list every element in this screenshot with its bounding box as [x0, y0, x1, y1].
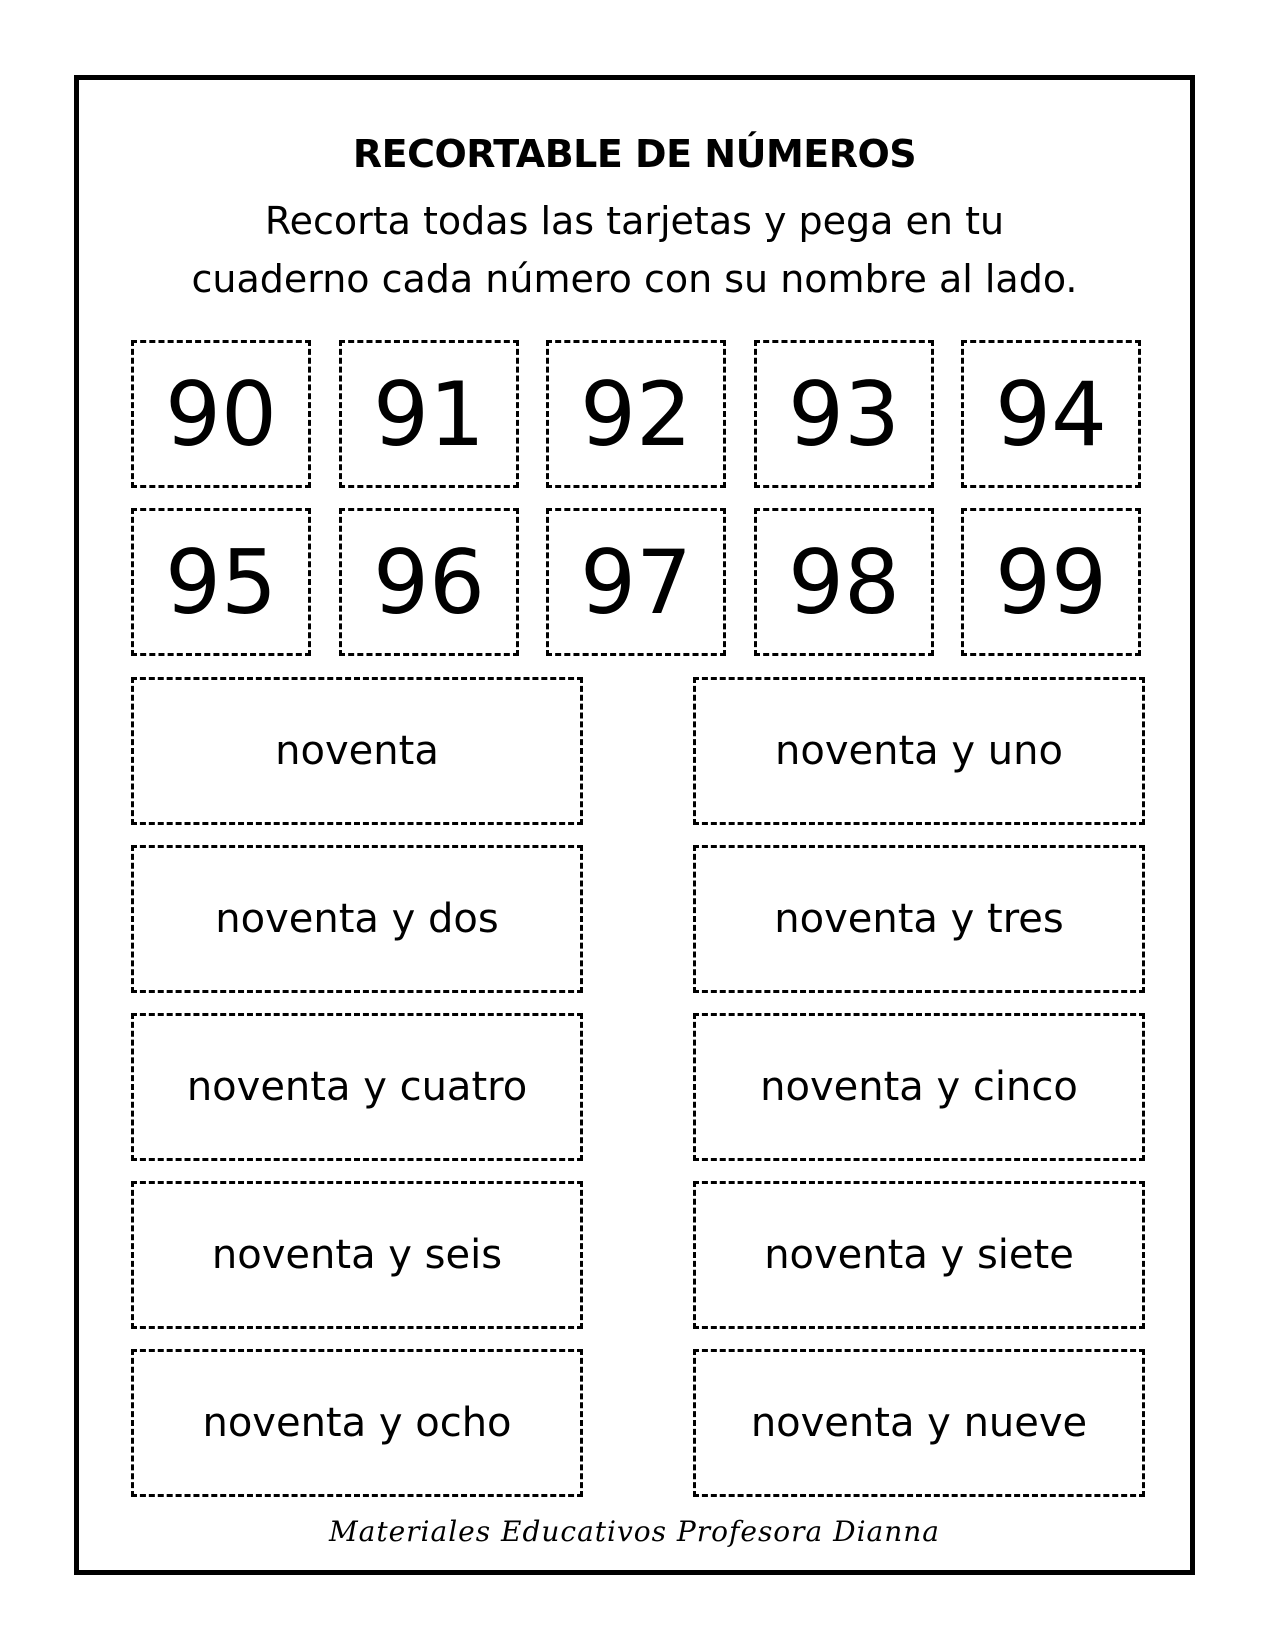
word-card: noventa y tres — [693, 845, 1145, 993]
word-card: noventa y cinco — [693, 1013, 1145, 1161]
instructions — [79, 192, 1190, 308]
word-card: noventa y cuatro — [131, 1013, 583, 1161]
worksheet-frame — [74, 75, 1195, 1575]
instructions-line-1: Recorta todas las tarjetas y pega en tu — [264, 199, 1005, 243]
number-card: 91 — [339, 340, 519, 488]
number-card: 94 — [961, 340, 1141, 488]
number-card: 98 — [754, 508, 934, 656]
instructions-line-2: cuaderno cada número con su nombre al lado. — [191, 257, 1078, 301]
word-card: noventa y siete — [693, 1181, 1145, 1329]
number-card: 93 — [754, 340, 934, 488]
number-card: 92 — [546, 340, 726, 488]
number-card: 97 — [546, 508, 726, 656]
word-card: noventa y uno — [693, 677, 1145, 825]
number-card: 90 — [131, 340, 311, 488]
number-card: 96 — [339, 508, 519, 656]
word-card: noventa y dos — [131, 845, 583, 993]
number-card: 99 — [961, 508, 1141, 656]
worksheet-title: RECORTABLE DE NÚMEROS — [352, 132, 917, 176]
word-card: noventa y nueve — [693, 1349, 1145, 1497]
number-card: 95 — [131, 508, 311, 656]
word-card: noventa — [131, 677, 583, 825]
footer-credit: Materiales Educativos Profesora Dianna — [328, 1515, 940, 1548]
word-card: noventa y ocho — [131, 1349, 583, 1497]
word-card: noventa y seis — [131, 1181, 583, 1329]
number-cards — [131, 340, 1141, 660]
